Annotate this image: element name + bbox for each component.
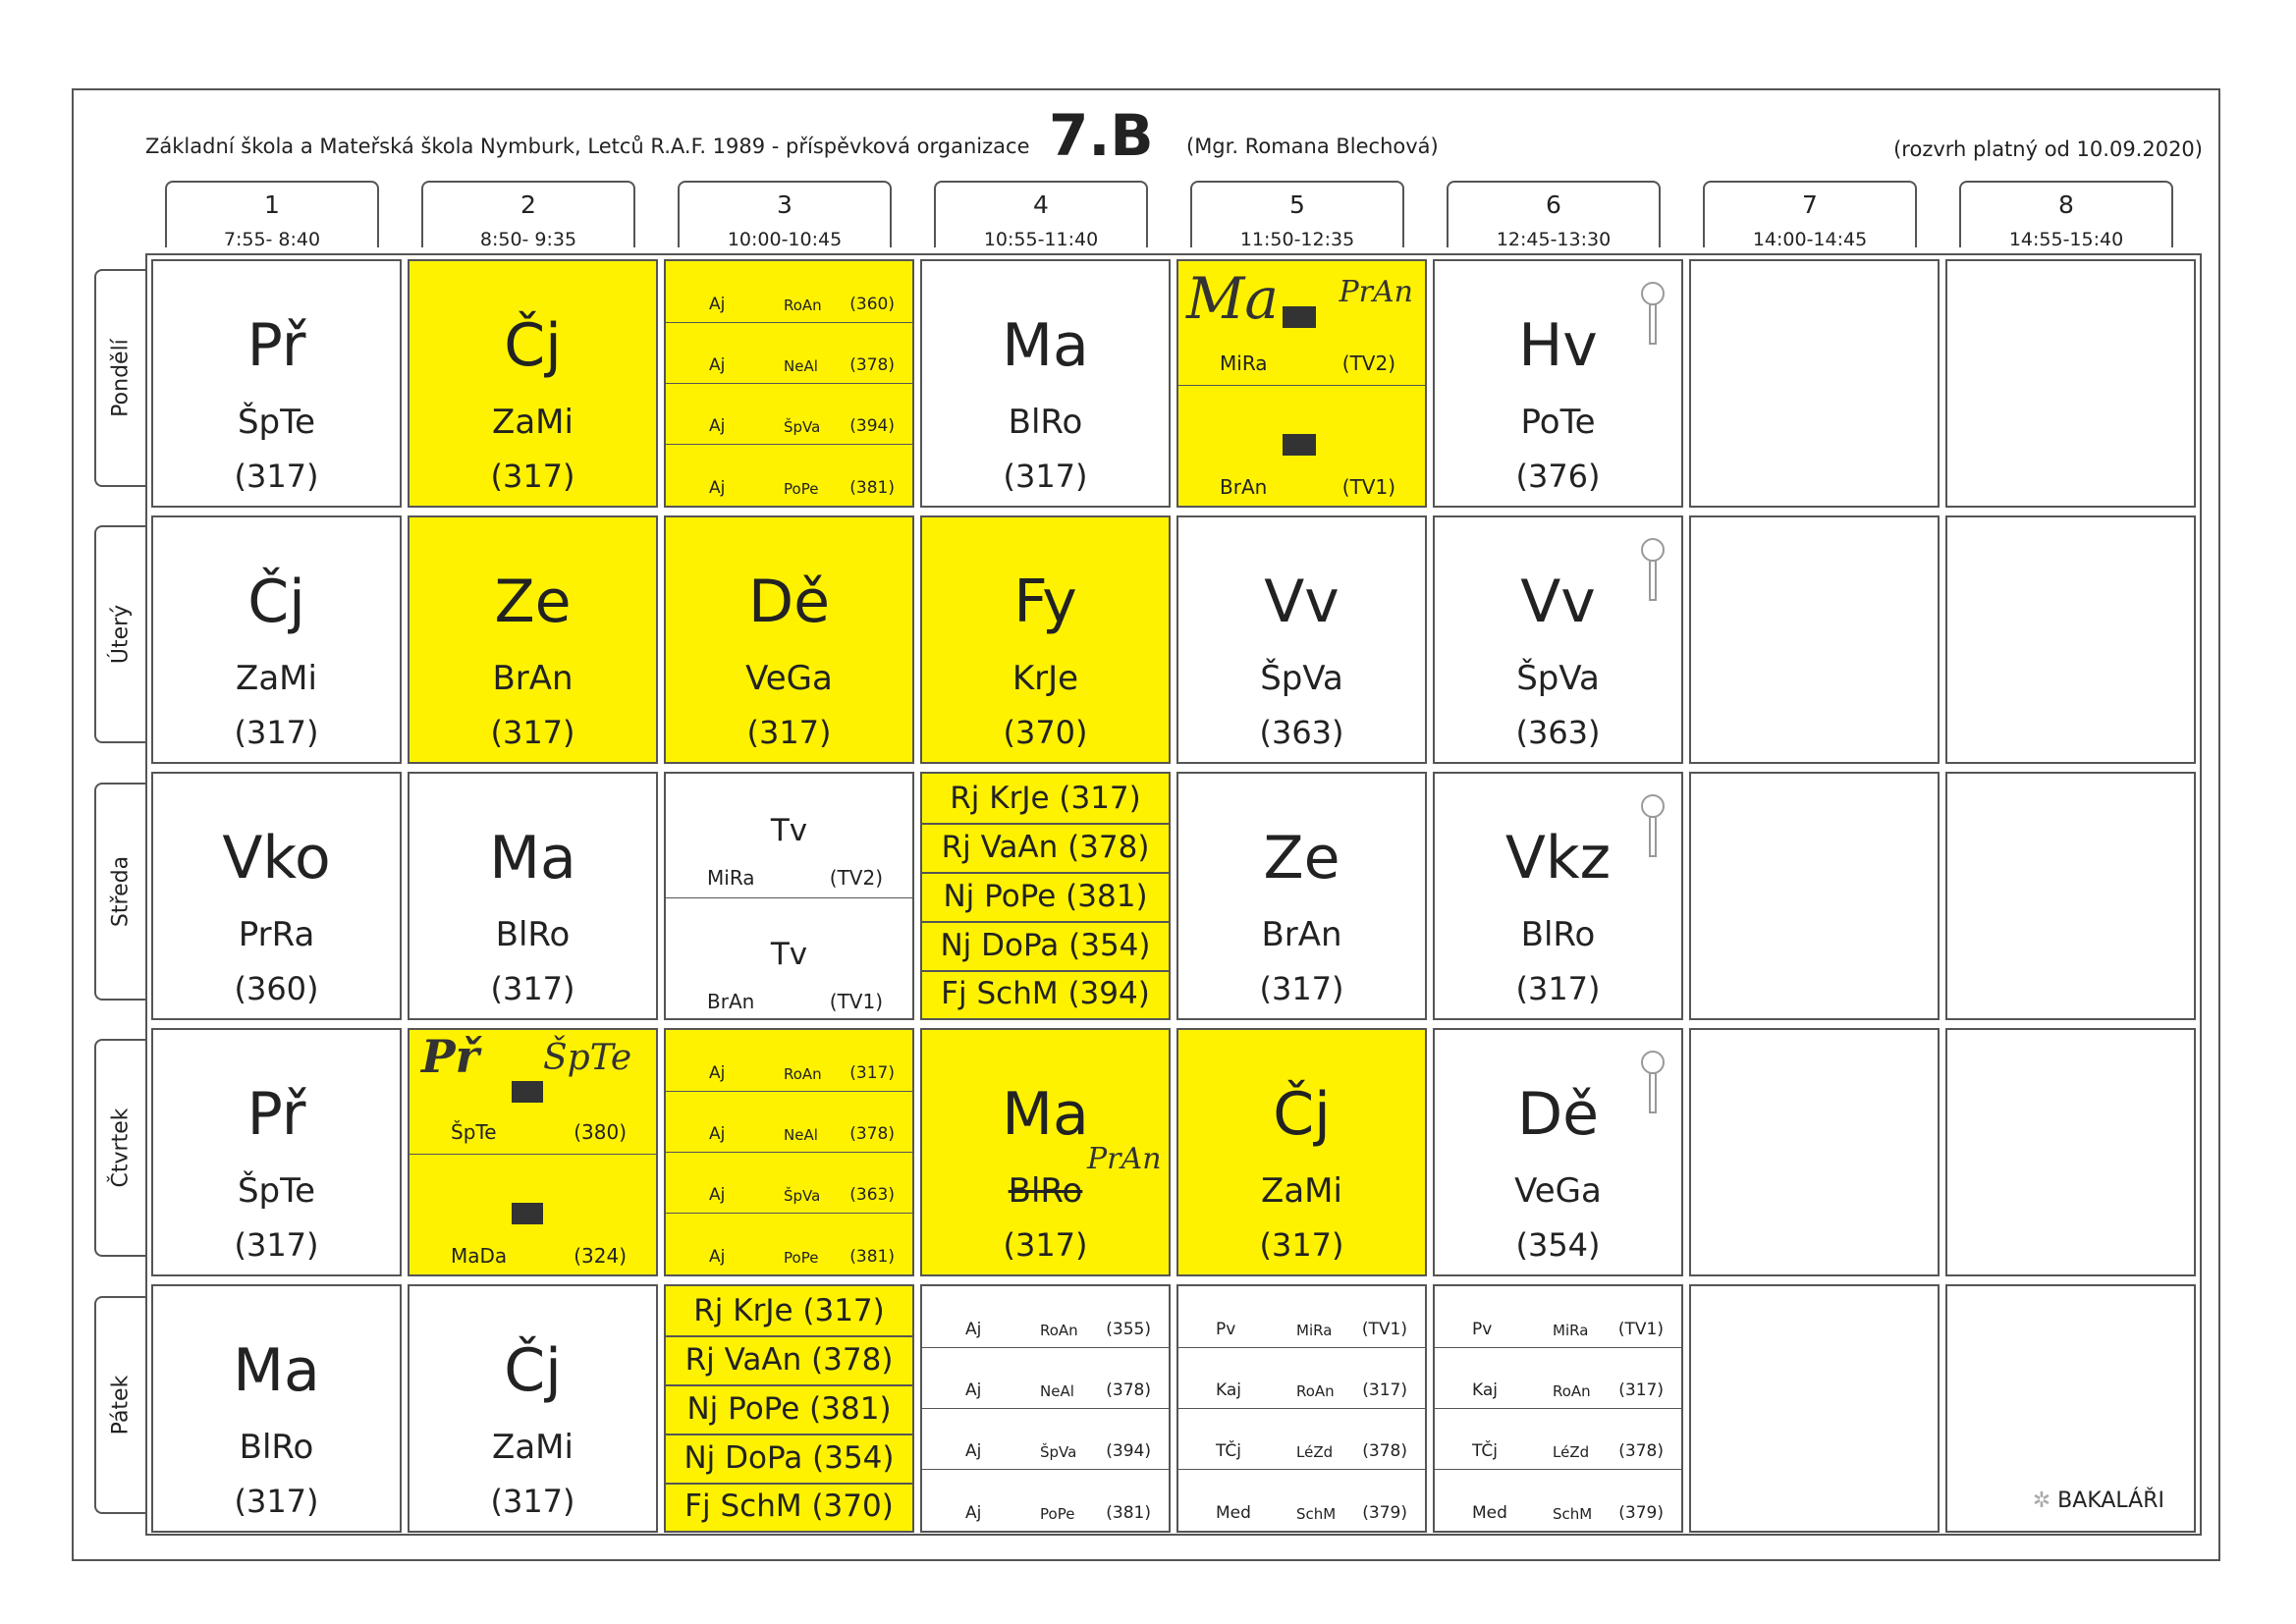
group-room: (363) (849, 1185, 895, 1205)
group-room: (TV1) (1361, 1320, 1407, 1339)
language-group: Nj PoPe (381) (666, 1384, 912, 1435)
group-teacher: RoAn (1296, 1382, 1335, 1400)
handwritten-note-subject: Ma (1186, 265, 1279, 332)
lesson-subject: Vv (1264, 568, 1339, 636)
group-row (1178, 1347, 1425, 1409)
period-number: 1 (264, 190, 280, 219)
group-teacher: ŠpVa (784, 1187, 821, 1205)
period-time: 14:55-15:40 (2008, 229, 2124, 250)
group-room: (TV1) (1617, 1320, 1664, 1339)
lesson-room: (354) (1515, 1226, 1601, 1264)
group-teacher: ŠpVa (1040, 1443, 1077, 1461)
group-teacher: LéZd (1296, 1443, 1334, 1461)
group-row (666, 1213, 912, 1274)
brand-name: BAKALÁŘI (2057, 1489, 2164, 1513)
period-tab-3 (678, 181, 892, 250)
language-group: Nj PoPe (381) (922, 872, 1169, 923)
period-number: 8 (2058, 190, 2074, 219)
split-room: (TV1) (1341, 475, 1395, 499)
language-group: Nj DoPa (354) (922, 921, 1169, 972)
lesson-subject: Čj (1273, 1080, 1331, 1149)
lesson-empty (1945, 515, 2196, 764)
group-teacher: PoPe (1040, 1505, 1075, 1523)
lesson-room: (317) (234, 1226, 319, 1264)
group-subject: Aj (709, 1063, 726, 1083)
lesson-room: (363) (1515, 714, 1601, 751)
period-time: 11:50-12:35 (1239, 229, 1355, 250)
group-room: (381) (849, 478, 895, 498)
split-room: (TV2) (1341, 352, 1395, 375)
lesson-fri-5-groups (1176, 1284, 1427, 1533)
timetable-grid (145, 253, 2202, 1536)
lesson-subject: Ze (1263, 824, 1340, 893)
group-subject: Aj (709, 1247, 726, 1267)
language-group: Rj VaAn (378) (922, 823, 1169, 874)
group-room: (381) (849, 1247, 895, 1267)
lesson-empty (1689, 1284, 1940, 1533)
period-tab-2 (421, 181, 635, 250)
group-teacher: NeAl (784, 357, 818, 375)
lesson-room: (376) (1515, 458, 1601, 495)
lesson-teacher: BrAn (1261, 915, 1342, 954)
lesson-room: (317) (490, 458, 575, 495)
group-teacher: NeAl (784, 1126, 818, 1144)
lesson-thu-2-split (408, 1028, 658, 1276)
day-label: Pátek (108, 1375, 134, 1435)
period-time: 10:00-10:45 (727, 229, 843, 250)
lesson-wed-3-split (664, 772, 914, 1020)
split-room: (TV1) (829, 990, 883, 1013)
lesson-teacher: BlRo (1520, 915, 1596, 954)
group-row (922, 1286, 1169, 1348)
group-room: (317) (849, 1063, 895, 1083)
lesson-mon-5-split (1176, 259, 1427, 508)
group-room: (360) (849, 295, 895, 314)
language-group: Nj DoPa (354) (666, 1434, 912, 1485)
group-teacher: LéZd (1553, 1443, 1590, 1461)
split-teacher: MiRa (1220, 352, 1268, 375)
split-room: (380) (574, 1120, 627, 1144)
lesson-teacher: ŠpVa (1516, 659, 1600, 698)
group-room: (378) (849, 1124, 895, 1144)
period-tab-4 (934, 181, 1148, 250)
lesson-subject: Ma (1002, 1080, 1089, 1149)
split-room: (324) (574, 1244, 627, 1268)
period-number: 7 (1802, 190, 1818, 219)
lesson-room: (317) (234, 1483, 319, 1520)
lesson-teacher: BlRo (495, 915, 571, 954)
group-subject: Aj (709, 355, 726, 375)
lesson-thu-6 (1433, 1028, 1683, 1276)
group-row (666, 1152, 912, 1214)
group-subject: Kaj (1472, 1380, 1498, 1400)
lesson-subject: Vv (1520, 568, 1596, 636)
handwritten-note-subject: Př (421, 1030, 479, 1083)
lesson-subject: Ma (489, 824, 576, 893)
period-number: 6 (1546, 190, 1561, 219)
lesson-room: (317) (1259, 1226, 1344, 1264)
lesson-tue-2 (408, 515, 658, 764)
lesson-subject: Fy (1013, 568, 1077, 636)
lesson-teacher: PoTe (1520, 403, 1596, 442)
bakalari-logo (2033, 1489, 2164, 1513)
split-teacher: MaDa (451, 1244, 508, 1268)
group-subject: Med (1472, 1503, 1507, 1523)
group-teacher: NeAl (1040, 1382, 1074, 1400)
lesson-thu-1 (151, 1028, 402, 1276)
group-subject: Med (1216, 1503, 1251, 1523)
group-room: (378) (1618, 1441, 1664, 1461)
group-subject: Aj (709, 1185, 726, 1205)
lesson-wed-4-languages (920, 772, 1171, 1020)
lesson-subject: Čj (504, 1336, 562, 1405)
group-row (922, 1408, 1169, 1470)
day-label: Čtvrtek (108, 1108, 134, 1188)
lesson-room: (317) (234, 714, 319, 751)
lesson-teacher: BlRo (239, 1428, 314, 1467)
lesson-fri-6-groups (1433, 1284, 1683, 1533)
lesson-empty (1689, 515, 1940, 764)
group-row (666, 1091, 912, 1153)
group-row (922, 1347, 1169, 1409)
period-time: 10:55-11:40 (983, 229, 1099, 250)
day-tab-monday (94, 269, 145, 487)
lesson-mon-6 (1433, 259, 1683, 508)
period-tab-5 (1190, 181, 1404, 250)
lesson-wed-1 (151, 772, 402, 1020)
group-row (1435, 1469, 1681, 1531)
lesson-tue-1 (151, 515, 402, 764)
lesson-tue-4 (920, 515, 1171, 764)
group-teacher: PoPe (784, 480, 819, 498)
lesson-mon-1 (151, 259, 402, 508)
lesson-room: (317) (234, 458, 319, 495)
group-row (1435, 1408, 1681, 1470)
split-top (410, 1030, 656, 1155)
lesson-fri-2 (408, 1284, 658, 1533)
group-room: (378) (849, 355, 895, 375)
group-teacher: SchM (1296, 1505, 1337, 1523)
lesson-teacher: ŠpTe (237, 403, 316, 442)
lesson-room: (363) (1259, 714, 1344, 751)
period-number: 4 (1033, 190, 1049, 219)
group-subject: Kaj (1216, 1380, 1241, 1400)
lesson-teacher: ZaMi (1261, 1171, 1342, 1211)
group-teacher: MiRa (1553, 1322, 1589, 1339)
group-room: (378) (1362, 1441, 1407, 1461)
lesson-teacher: VeGa (1514, 1171, 1602, 1211)
lesson-wed-2 (408, 772, 658, 1020)
group-room: (317) (1618, 1380, 1664, 1400)
group-room: (381) (1106, 1503, 1151, 1523)
day-label: Pondělí (108, 339, 134, 417)
group-row (666, 322, 912, 384)
valid-from: (rozvrh platný od 10.09.2020) (1893, 137, 2203, 161)
period-tab-6 (1447, 181, 1661, 250)
period-time: 7:55- 8:40 (223, 229, 321, 250)
lesson-room: (370) (1003, 714, 1088, 751)
period-time: 14:00-14:45 (1752, 229, 1868, 250)
lesson-room: (317) (1259, 970, 1344, 1007)
lesson-teacher: BlRo (1008, 1171, 1083, 1211)
group-room: (394) (849, 416, 895, 436)
lesson-empty (1689, 1028, 1940, 1276)
period-tab-8 (1959, 181, 2173, 250)
language-group: Rj KrJe (317) (922, 774, 1169, 825)
lesson-teacher: BrAn (492, 659, 574, 698)
lesson-room: (317) (490, 970, 575, 1007)
lesson-thu-5 (1176, 1028, 1427, 1276)
lesson-fri-3-languages (664, 1284, 914, 1533)
lesson-teacher: ZaMi (236, 659, 317, 698)
day-tab-thursday (94, 1039, 145, 1257)
group-subject: Aj (709, 478, 726, 498)
day-tab-wednesday (94, 783, 145, 1001)
group-row (1435, 1286, 1681, 1348)
lesson-mon-2 (408, 259, 658, 508)
class-name: 7.B (1049, 102, 1154, 169)
lesson-empty (1945, 1284, 2196, 1533)
group-row (666, 261, 912, 323)
lesson-tue-3 (664, 515, 914, 764)
lesson-thu-4 (920, 1028, 1171, 1276)
group-subject: TČj (1216, 1441, 1241, 1461)
split-subject: Tv (770, 813, 808, 848)
lesson-subject: Dě (747, 568, 831, 636)
period-number: 5 (1289, 190, 1305, 219)
day-tab-tuesday (94, 525, 145, 743)
split-bottom (1178, 385, 1425, 508)
lesson-fri-4-groups (920, 1284, 1171, 1533)
split-teacher: BrAn (707, 990, 755, 1013)
language-group: Fj SchM (394) (941, 976, 1150, 1011)
lesson-room: (317) (490, 714, 575, 751)
handwritten-note-teacher: PrAn (1339, 275, 1413, 309)
lesson-wed-6 (1433, 772, 1683, 1020)
lesson-tue-5 (1176, 515, 1427, 764)
lesson-subject: Hv (1518, 311, 1598, 380)
group-room: (355) (1106, 1320, 1151, 1339)
lesson-empty (1945, 259, 2196, 508)
lesson-teacher: ZaMi (492, 1428, 574, 1467)
lesson-room: (317) (1003, 1226, 1088, 1264)
lesson-subject: Vko (222, 824, 331, 893)
group-subject: TČj (1472, 1441, 1498, 1461)
lesson-teacher: KrJe (1011, 659, 1079, 698)
lesson-wed-5 (1176, 772, 1427, 1020)
lesson-room: (317) (1515, 970, 1601, 1007)
period-time: 8:50- 9:35 (479, 229, 577, 250)
split-room: (TV2) (829, 866, 883, 890)
lesson-empty (1689, 259, 1940, 508)
group-teacher: ŠpVa (784, 418, 821, 436)
class-teacher: (Mgr. Romana Blechová) (1186, 135, 1439, 158)
group-subject: Pv (1472, 1320, 1493, 1339)
language-group: Rj VaAn (378) (666, 1335, 912, 1386)
lesson-subject: Dě (1516, 1080, 1600, 1149)
lesson-tue-6 (1433, 515, 1683, 764)
group-subject: Aj (965, 1441, 982, 1461)
lesson-teacher: ŠpVa (1260, 659, 1343, 698)
group-teacher: RoAn (1040, 1322, 1078, 1339)
group-teacher: SchM (1553, 1505, 1593, 1523)
period-number: 3 (777, 190, 793, 219)
split-top (1178, 261, 1425, 386)
period-tab-1 (165, 181, 379, 250)
day-label: Středa (108, 855, 134, 928)
group-row (1178, 1469, 1425, 1531)
split-teacher: MiRa (707, 866, 755, 890)
split-top (666, 774, 912, 898)
lesson-empty (1945, 772, 2196, 1020)
lesson-subject: Vkz (1504, 824, 1612, 893)
lesson-empty (1945, 1028, 2196, 1276)
lesson-fri-1 (151, 1284, 402, 1533)
group-row (666, 1030, 912, 1092)
group-teacher: MiRa (1296, 1322, 1333, 1339)
split-bottom (666, 897, 912, 1020)
school-name: Základní škola a Mateřská škola Nymburk, Letců R.A.F. 1989 - příspěvková organizace (145, 135, 1030, 158)
lesson-teacher: VeGa (745, 659, 833, 698)
gear-icon: ✲ (2032, 1489, 2058, 1513)
lesson-mon-3-groups (664, 259, 914, 508)
group-teacher: RoAn (784, 297, 822, 314)
period-tab-7 (1703, 181, 1917, 250)
handwritten-note-teacher: ŠpTe (543, 1038, 632, 1078)
group-row (666, 444, 912, 506)
lesson-mon-4 (920, 259, 1171, 508)
lesson-empty (1689, 772, 1940, 1020)
split-teacher: ŠpTe (451, 1120, 497, 1144)
split-teacher: BrAn (1220, 475, 1268, 499)
lesson-teacher: ZaMi (492, 403, 574, 442)
group-room: (379) (1618, 1503, 1664, 1523)
group-subject: Pv (1216, 1320, 1236, 1339)
group-teacher: RoAn (1553, 1382, 1591, 1400)
lesson-room: (360) (234, 970, 319, 1007)
group-subject: Aj (965, 1503, 982, 1523)
group-row (1178, 1286, 1425, 1348)
period-number: 2 (520, 190, 536, 219)
group-room: (317) (1362, 1380, 1407, 1400)
group-teacher: PoPe (784, 1249, 819, 1267)
group-row (922, 1469, 1169, 1531)
group-teacher: RoAn (784, 1065, 822, 1083)
day-label: Úterý (108, 604, 134, 665)
group-row (666, 383, 912, 445)
lesson-subject: Př (246, 311, 306, 380)
lesson-room: (317) (490, 1483, 575, 1520)
lesson-teacher: PrRa (238, 915, 315, 954)
group-subject: Aj (965, 1380, 982, 1400)
lesson-subject: Př (246, 1080, 306, 1149)
group-subject: Aj (709, 416, 726, 436)
lesson-subject: Ma (1002, 311, 1089, 380)
lesson-room: (317) (1003, 458, 1088, 495)
group-room: (379) (1362, 1503, 1407, 1523)
lesson-thu-3-groups (664, 1028, 914, 1276)
lesson-teacher: BlRo (1008, 403, 1083, 442)
lesson-subject: Čj (504, 311, 562, 380)
language-group: Rj KrJe (317) (666, 1286, 912, 1337)
group-row (1178, 1408, 1425, 1470)
lesson-subject: Ma (233, 1336, 320, 1405)
split-bottom (410, 1154, 656, 1276)
split-subject: Tv (770, 937, 808, 972)
language-group: Fj SchM (370) (684, 1489, 894, 1524)
period-time: 12:45-13:30 (1496, 229, 1612, 250)
group-room: (394) (1106, 1441, 1151, 1461)
group-room: (378) (1106, 1380, 1151, 1400)
group-subject: Aj (709, 1124, 726, 1144)
group-subject: Aj (709, 295, 726, 314)
handwritten-note-teacher: PrAn (1087, 1142, 1162, 1176)
lesson-teacher: ŠpTe (237, 1171, 316, 1211)
lesson-subject: Čj (247, 568, 305, 636)
lesson-subject: Ze (494, 568, 572, 636)
group-subject: Aj (965, 1320, 982, 1339)
group-row (1435, 1347, 1681, 1409)
lesson-room: (317) (746, 714, 832, 751)
day-tab-friday (94, 1296, 145, 1514)
